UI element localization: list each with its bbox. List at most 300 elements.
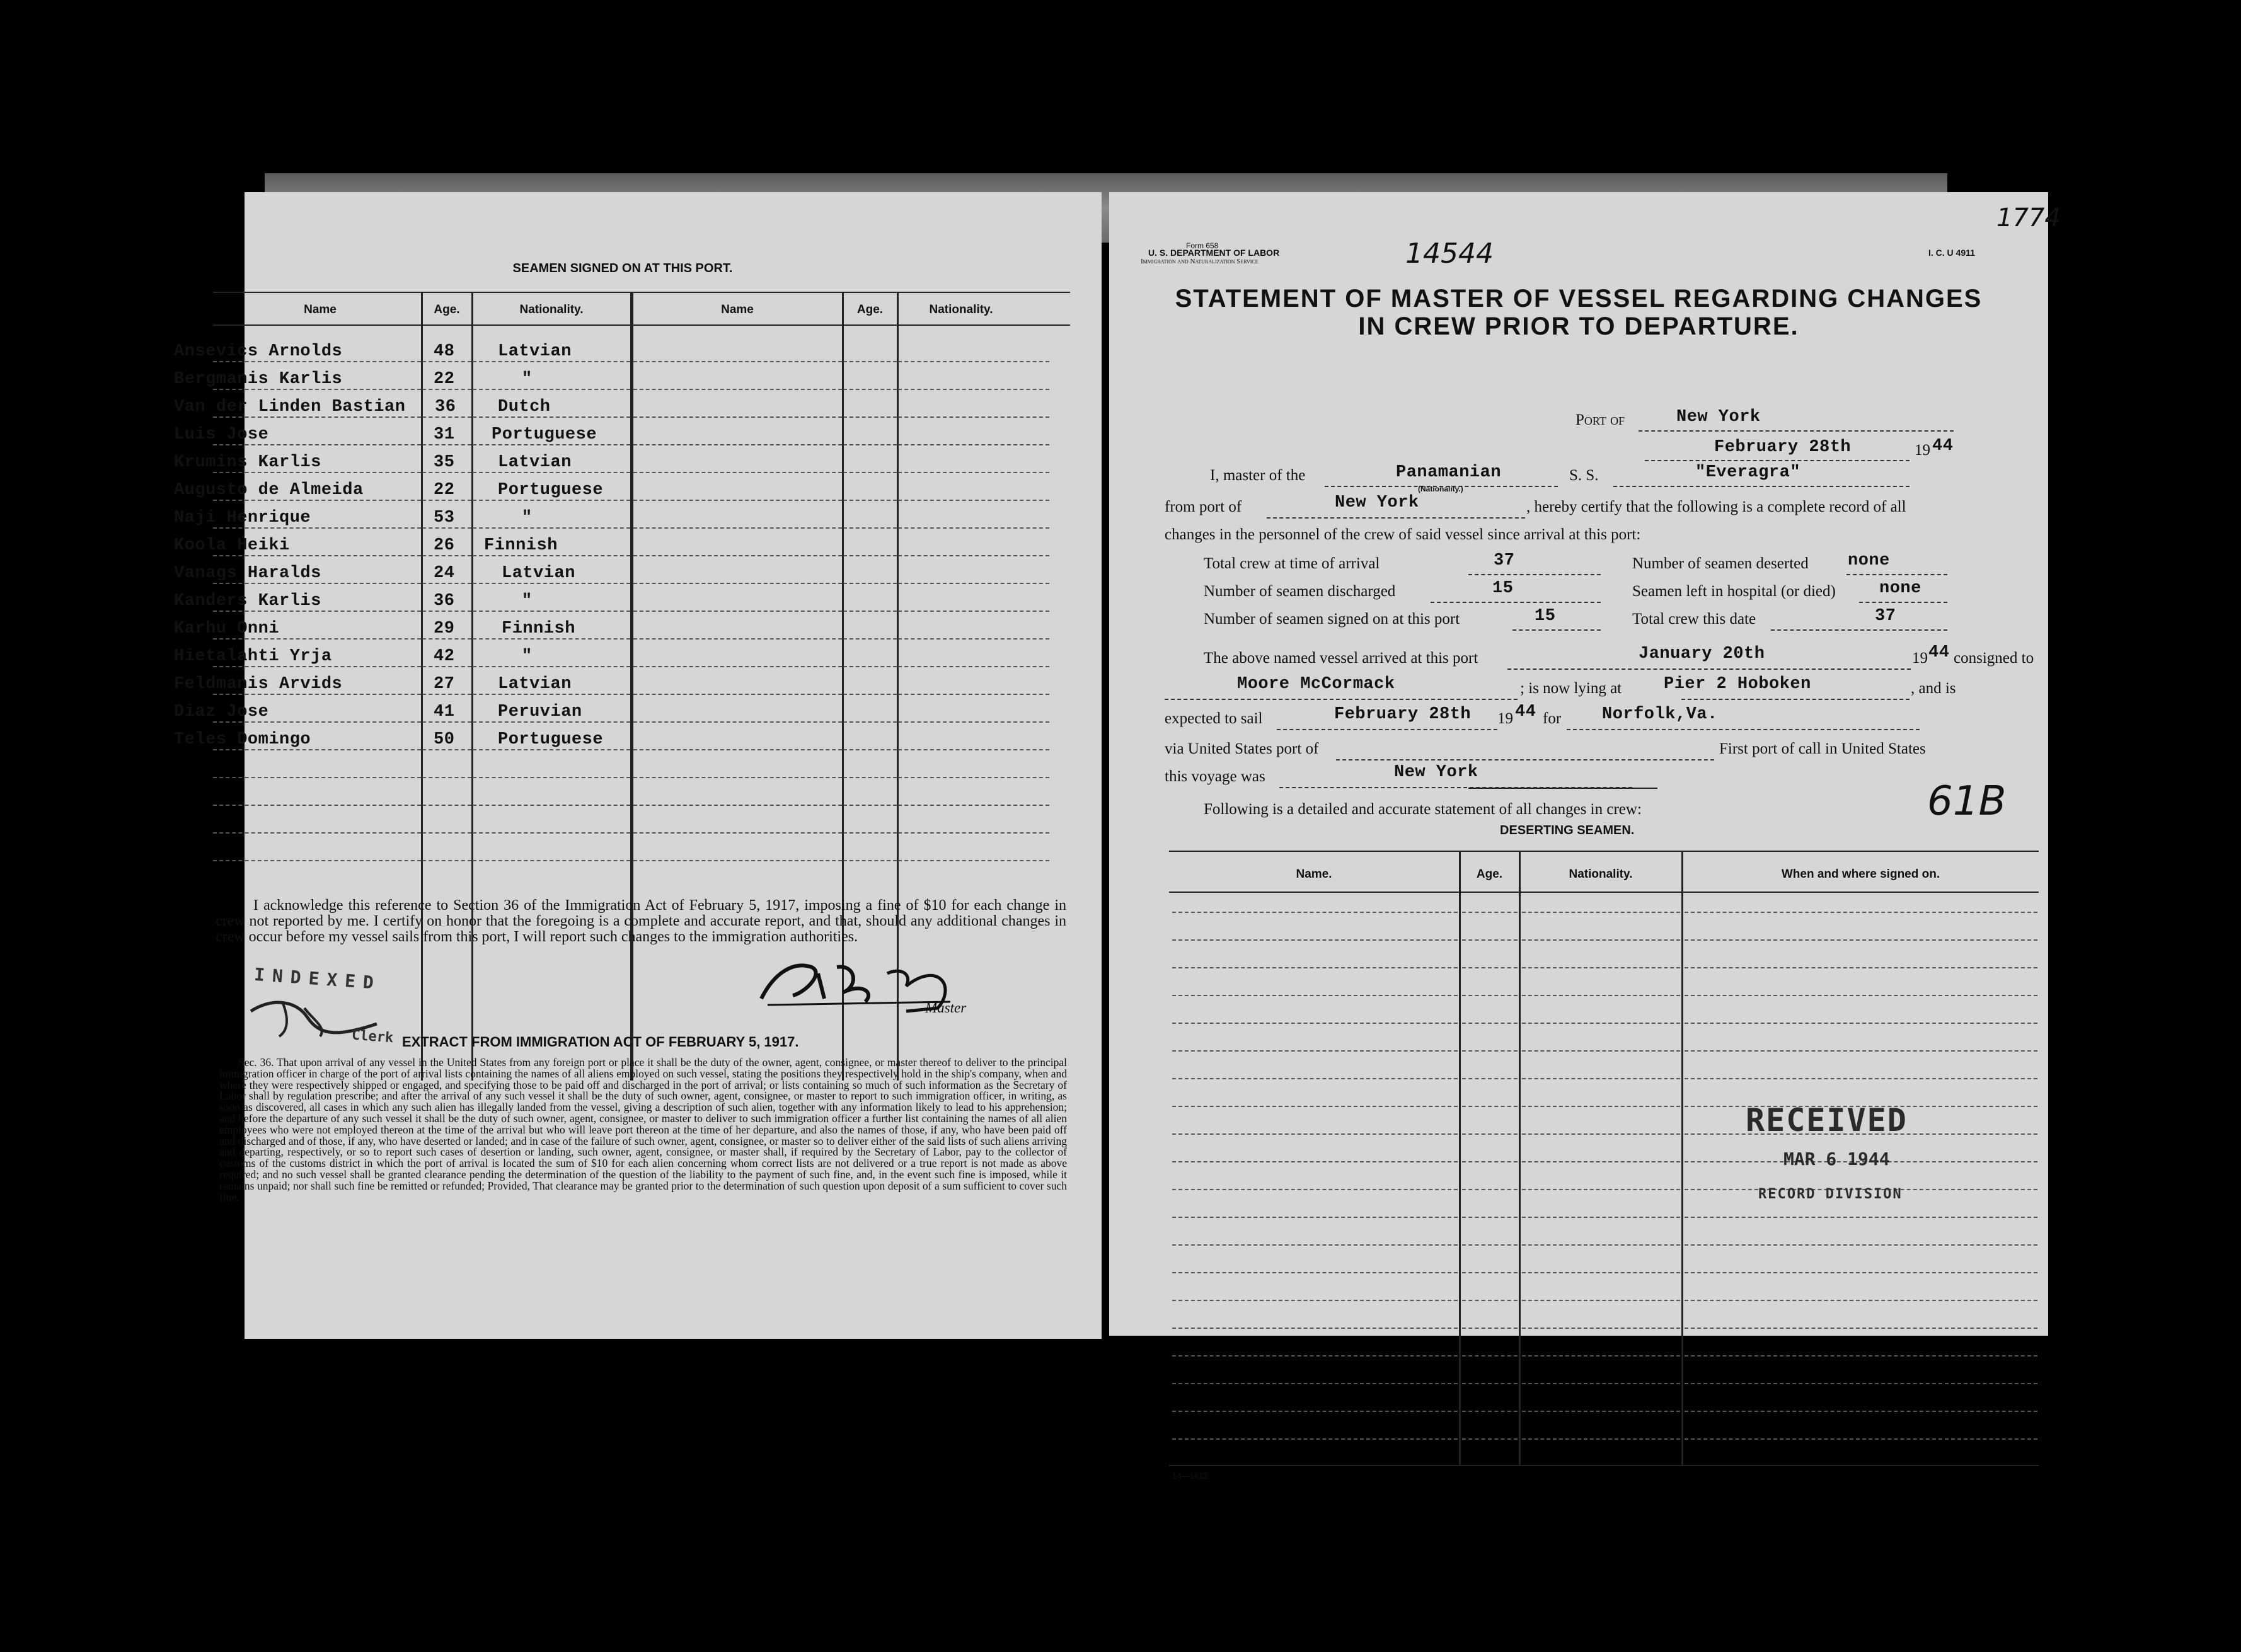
row-rule xyxy=(422,749,471,750)
crew-nationality: Finnish xyxy=(502,619,575,638)
form-title-line2: IN CREW PRIOR TO DEPARTURE. xyxy=(1358,313,1799,340)
crew-name: Luis Jose xyxy=(174,425,269,444)
row-rule xyxy=(213,721,421,723)
row-rule xyxy=(1685,1411,2037,1412)
via-underline xyxy=(1336,739,1714,760)
row-rule xyxy=(633,694,842,695)
vessel-value: "Everagra" xyxy=(1695,463,1801,482)
extract-text: Sec. 36. That upon arrival of any vessel in the United States from any foreign port or place it shall be the duty of the owner, agent, consignee, or master thereof to deliver to the principal immigration officer in charge of the port of arrival lists containing the names of all aliens employed on such vessel, stating the positions they respectively hold in the ship's company, when and where they were respectively shipped or engaged, and specifying those to be paid off and discharged in the port of arrival; or lists containing so much of such information as the Secretary of Labor shall by regulation prescribe; and after the arrival of any such vessel it shall be the duty of such owner, agent, consignee, or master to report to such immigration officer, in writing, as soon as discovered, all cases in which any such alien has illegally landed from the vessel, giving a description of such alien, together with any information likely to lead to his apprehension; and before the departure of any such vessel it shall be the duty of such owner, agent, consignee, or master to deliver to such immigration officer a further list containing the names of all alien employees who were not employed thereon at the time of the arrival but who will leave port thereon at the time of her departure, and also the names of those, if any, who have been paid off and discharged and of those, if any, who have deserted or landed; and in case of the failure of such owner, agent, consignee, or master so to deliver either of the said lists of such aliens arriving and departing, respectively, or so to report such cases of desertion or landing, such owner, agent, consignee, or master shall, if required by the Secretary of Labor, pay to the collector of customs of the customs district in which the port of arrival is located the sum of $10 for each alien concerning whom correct lists are not delivered or a true report is not made as above required; and no such vessel shall be granted clearance pending the determination of the question of the liability to the payment of such fine, and, in the event such fine is imposed, while it remains unpaid; nor shall such fine be remitted or refunded; Provided, That clearance may be granted prior to the determination of such question upon deposit of a sum sufficient to cover such fine. xyxy=(219,1056,1067,1203)
date-year: 44 xyxy=(1932,437,1954,456)
crew-age: 29 xyxy=(434,619,455,638)
deserting-col-signed-on: When and where signed on. xyxy=(1781,868,1940,881)
crew-nationality: Portuguese xyxy=(498,730,604,749)
consigned-label: consigned to xyxy=(1954,650,2034,667)
row-rule xyxy=(1522,1244,1680,1246)
crew-name: Vanags Haralds xyxy=(174,564,321,583)
row-rule xyxy=(213,666,421,667)
row-rule xyxy=(843,694,897,695)
row-rule xyxy=(843,472,897,473)
crew-name: Naji Henrique xyxy=(174,508,311,527)
row-rule xyxy=(1685,1050,2037,1052)
row-rule xyxy=(1522,995,1680,996)
discharged-label: Number of seamen discharged xyxy=(1204,583,1396,600)
row-rule xyxy=(843,555,897,556)
crew-nationality: Latvian xyxy=(498,342,572,361)
row-rule xyxy=(213,361,421,362)
voyage-value: New York xyxy=(1394,763,1478,782)
row-rule xyxy=(422,694,471,695)
row-rule xyxy=(1685,967,2037,968)
expected-year: 44 xyxy=(1515,703,1536,721)
record-division-stamp: RECORD DIVISION xyxy=(1758,1186,1903,1202)
row-rule xyxy=(1685,939,2037,941)
row-rule xyxy=(473,444,630,445)
row-rule xyxy=(1462,1217,1518,1218)
deserting-col-age: Age. xyxy=(1476,868,1503,881)
form-number: Form 658 xyxy=(1186,241,1219,250)
row-rule xyxy=(898,805,1049,806)
row-rule xyxy=(422,721,471,723)
signed-on-underline xyxy=(1512,609,1601,631)
deserting-col-divider xyxy=(1519,851,1521,1465)
col-divider xyxy=(471,292,473,1081)
row-rule xyxy=(422,832,471,834)
row-rule xyxy=(422,860,471,861)
row-rule xyxy=(633,472,842,473)
row-rule xyxy=(473,694,630,695)
row-rule xyxy=(213,611,421,612)
via-label: via United States port of xyxy=(1165,740,1319,757)
row-rule xyxy=(1462,967,1518,968)
crew-name: Feldmanis Arvids xyxy=(174,675,343,694)
port-label: Port of xyxy=(1576,411,1625,428)
row-rule xyxy=(898,638,1049,640)
row-rule xyxy=(1522,1050,1680,1052)
total-crew-date-value: 37 xyxy=(1875,607,1896,626)
crew-nationality: Portuguese xyxy=(492,425,597,444)
certify-text: , hereby certify that the following is a complete record of all xyxy=(1526,498,1906,515)
row-rule xyxy=(213,777,421,778)
row-rule xyxy=(633,832,842,834)
row-rule xyxy=(1462,1106,1518,1107)
row-rule xyxy=(213,389,421,390)
crew-nationality: Dutch xyxy=(498,398,551,416)
service-label: Immigration and Naturalization Service xyxy=(1141,258,1259,265)
row-rule xyxy=(633,805,842,806)
row-rule xyxy=(1685,1272,2037,1273)
row-rule xyxy=(843,583,897,584)
row-rule xyxy=(213,638,421,640)
crew-nationality: " xyxy=(522,592,533,611)
row-rule xyxy=(1522,1106,1680,1107)
clerk-label: Clerk xyxy=(351,1027,395,1047)
row-rule xyxy=(473,777,630,778)
row-rule xyxy=(843,638,897,640)
row-rule xyxy=(1522,1272,1680,1273)
row-rule xyxy=(898,416,1049,418)
footer-code: 14—1613 xyxy=(1172,1471,1208,1481)
row-rule xyxy=(1685,1355,2037,1357)
row-rule xyxy=(898,389,1049,390)
table-top-rule xyxy=(213,292,1070,293)
corner-code: I. C. U 4911 xyxy=(1928,248,1975,258)
row-rule xyxy=(1522,1217,1680,1218)
row-rule xyxy=(1462,1300,1518,1301)
row-rule xyxy=(633,777,842,778)
row-rule xyxy=(473,500,630,501)
for-label: for xyxy=(1543,710,1562,727)
row-rule xyxy=(898,555,1049,556)
row-rule xyxy=(633,389,842,390)
row-rule xyxy=(1172,1355,1458,1357)
crew-nationality: " xyxy=(522,508,533,527)
row-rule xyxy=(843,777,897,778)
col-header-age: Age. xyxy=(434,303,460,316)
row-rule xyxy=(1462,1023,1518,1024)
row-rule xyxy=(898,832,1049,834)
hospital-label: Seamen left in hospital (or died) xyxy=(1632,583,1836,600)
handwritten-code: 61B xyxy=(1927,778,2007,825)
signed-on-label: Number of seamen signed on at this port xyxy=(1204,611,1460,628)
row-rule xyxy=(633,444,842,445)
consignee-value: Moore McCormack xyxy=(1237,675,1395,694)
row-rule xyxy=(1685,912,2037,913)
lying-value: Pier 2 Hoboken xyxy=(1664,675,1811,694)
row-rule xyxy=(473,611,630,612)
row-rule xyxy=(1172,995,1458,996)
total-crew-date-label: Total crew this date xyxy=(1632,611,1756,628)
row-rule xyxy=(473,805,630,806)
row-rule xyxy=(1172,1050,1458,1052)
row-rule xyxy=(1172,1383,1458,1384)
received-stamp: RECEIVED xyxy=(1746,1102,1908,1139)
row-rule xyxy=(1462,912,1518,913)
total-crew-arrival-label: Total crew at time of arrival xyxy=(1204,555,1380,572)
crew-name: Bergmanis Karlis xyxy=(174,370,343,389)
arrived-value: January 20th xyxy=(1639,645,1765,663)
row-rule xyxy=(422,527,471,529)
nationality-caption: (Nationality.) xyxy=(1418,485,1463,493)
row-rule xyxy=(1462,939,1518,941)
row-rule xyxy=(1462,1050,1518,1052)
expected-value: February 28th xyxy=(1334,705,1472,724)
row-rule xyxy=(1522,1161,1680,1162)
row-rule xyxy=(898,777,1049,778)
row-rule xyxy=(213,527,421,529)
deserting-col-nationality: Nationality. xyxy=(1569,868,1633,881)
row-rule xyxy=(1172,1161,1458,1162)
row-rule xyxy=(1522,1383,1680,1384)
deserted-label: Number of seamen deserted xyxy=(1632,555,1809,572)
crew-age: 42 xyxy=(434,647,455,666)
crew-name: Karhu Onni xyxy=(174,619,280,638)
row-rule xyxy=(213,694,421,695)
row-rule xyxy=(843,611,897,612)
crew-nationality: Finnish xyxy=(484,536,558,555)
total-crew-arrival-underline xyxy=(1468,554,1601,575)
expected-label: expected to sail xyxy=(1165,710,1263,727)
voyage-label: this voyage was xyxy=(1165,768,1265,785)
total-crew-arrival-value: 37 xyxy=(1494,551,1515,570)
col-divider xyxy=(421,292,423,1081)
row-rule xyxy=(898,860,1049,861)
row-rule xyxy=(422,777,471,778)
voyage-rule xyxy=(1468,788,1657,789)
acknowledgement-text: I acknowledge this reference to Section 36 of the Immigration Act of February 5, 1917, imposing a fine of $10 for each change in crew not reported by me. I certify on honor that the foregoing is a complete and accurate report, and that, should any additional changes in crew occur before my vessel sails from this port, I will report such changes to the immigration authorities. xyxy=(216,897,1066,945)
deserted-value: none xyxy=(1848,551,1890,570)
crew-age: 36 xyxy=(435,398,456,416)
row-rule xyxy=(633,555,842,556)
crew-age: 26 xyxy=(434,536,455,555)
row-rule xyxy=(1172,1106,1458,1107)
row-rule xyxy=(1172,1272,1458,1273)
crew-nationality: Peruvian xyxy=(498,703,582,721)
row-rule xyxy=(1462,1078,1518,1079)
received-date: MAR 6 1944 xyxy=(1783,1149,1890,1169)
row-rule xyxy=(1522,1189,1680,1190)
crew-age: 48 xyxy=(434,342,455,361)
row-rule xyxy=(843,805,897,806)
row-rule xyxy=(843,389,897,390)
row-rule xyxy=(898,472,1049,473)
row-rule xyxy=(422,416,471,418)
row-rule xyxy=(422,500,471,501)
arrived-label: The above named vessel arrived at this port xyxy=(1204,650,1478,667)
row-rule xyxy=(843,527,897,529)
indexed-stamp: INDEXED xyxy=(253,963,382,994)
crew-age: 22 xyxy=(434,370,455,389)
row-rule xyxy=(1462,1355,1518,1357)
row-rule xyxy=(633,860,842,861)
row-rule xyxy=(213,500,421,501)
table-header-rule xyxy=(213,324,1070,326)
row-rule xyxy=(213,805,421,806)
row-rule xyxy=(1172,912,1458,913)
row-rule xyxy=(843,666,897,667)
port-value: New York xyxy=(1676,408,1761,427)
crew-name: Hietalahti Yrja xyxy=(174,647,332,666)
row-rule xyxy=(1685,1300,2037,1301)
row-rule xyxy=(473,721,630,723)
row-rule xyxy=(213,583,421,584)
row-rule xyxy=(898,527,1049,529)
row-rule xyxy=(633,416,842,418)
row-rule xyxy=(1522,1355,1680,1357)
row-rule xyxy=(1522,939,1680,941)
row-rule xyxy=(1522,1438,1680,1440)
row-rule xyxy=(1522,1078,1680,1079)
crew-name: Teles Domingo xyxy=(174,730,311,749)
crew-age: 35 xyxy=(434,453,455,472)
row-rule xyxy=(1522,967,1680,968)
row-rule xyxy=(1172,967,1458,968)
crew-name: Van der Linden Bastian xyxy=(174,398,406,416)
row-rule xyxy=(213,860,421,861)
col-header-name: Name xyxy=(304,303,337,316)
col-header-nationality-2: Nationality. xyxy=(929,303,993,316)
row-rule xyxy=(1462,1383,1518,1384)
row-rule xyxy=(843,416,897,418)
department-label: U. S. DEPARTMENT OF LABOR xyxy=(1148,248,1280,258)
row-rule xyxy=(422,555,471,556)
row-rule xyxy=(422,583,471,584)
row-rule xyxy=(473,832,630,834)
row-rule xyxy=(1172,1078,1458,1079)
discharged-value: 15 xyxy=(1492,579,1514,598)
crew-nationality: " xyxy=(522,370,533,389)
row-rule xyxy=(473,389,630,390)
date-value: February 28th xyxy=(1714,438,1852,457)
crew-name: Diaz Jose xyxy=(174,703,269,721)
row-rule xyxy=(898,666,1049,667)
row-rule xyxy=(1685,1244,2037,1246)
row-rule xyxy=(422,472,471,473)
row-rule xyxy=(898,444,1049,445)
row-rule xyxy=(633,666,842,667)
crew-age: 50 xyxy=(434,730,455,749)
row-rule xyxy=(633,721,842,723)
deserting-table-bottom-rule xyxy=(1169,1465,2039,1466)
corner-number: 1774 xyxy=(1996,204,2061,232)
crew-name: Augusto de Almeida xyxy=(174,481,364,500)
row-rule xyxy=(1172,1244,1458,1246)
row-rule xyxy=(473,527,630,529)
following-text: Following is a detailed and accurate statement of all changes in crew: xyxy=(1204,801,1642,818)
row-rule xyxy=(843,361,897,362)
row-rule xyxy=(1172,1189,1458,1190)
row-rule xyxy=(1522,1328,1680,1329)
extract-title: EXTRACT FROM IMMIGRATION ACT OF FEBRUARY 5, 1917. xyxy=(402,1034,799,1050)
row-rule xyxy=(422,444,471,445)
row-rule xyxy=(843,721,897,723)
crew-nationality: Latvian xyxy=(502,564,575,583)
row-rule xyxy=(422,389,471,390)
deserting-table-header-rule xyxy=(1169,892,2039,893)
for-value: Norfolk,Va. xyxy=(1602,705,1718,724)
crew-age: 31 xyxy=(434,425,455,444)
row-rule xyxy=(473,555,630,556)
row-rule xyxy=(1522,1300,1680,1301)
row-rule xyxy=(898,583,1049,584)
arrived-year-prefix: 19 xyxy=(1912,650,1928,667)
row-rule xyxy=(1685,1328,2037,1329)
row-rule xyxy=(898,361,1049,362)
master-of-label: I, master of the xyxy=(1210,467,1306,484)
row-rule xyxy=(1685,995,2037,996)
crew-name: Koola Heiki xyxy=(174,536,290,555)
crew-nationality: Portuguese xyxy=(498,481,604,500)
row-rule xyxy=(633,638,842,640)
row-rule xyxy=(1522,1023,1680,1024)
first-port-label: First port of call in United States xyxy=(1719,740,1926,757)
signed-on-value: 15 xyxy=(1535,607,1556,626)
row-rule xyxy=(1462,1272,1518,1273)
crew-name: Krumins Karlis xyxy=(174,453,321,472)
row-rule xyxy=(1685,1078,2037,1079)
row-rule xyxy=(898,749,1049,750)
row-rule xyxy=(1685,1023,2037,1024)
col-divider xyxy=(630,292,633,1081)
row-rule xyxy=(1462,1328,1518,1329)
deserting-col-divider xyxy=(1459,851,1461,1465)
crew-nationality: Latvian xyxy=(498,453,572,472)
row-rule xyxy=(1522,1411,1680,1412)
row-rule xyxy=(1685,1383,2037,1384)
crew-nationality: " xyxy=(522,647,533,666)
discharged-underline xyxy=(1431,582,1601,603)
col-header-name-2: Name xyxy=(721,303,754,316)
row-rule xyxy=(213,416,421,418)
hospital-value: none xyxy=(1879,579,1921,598)
total-crew-date-underline xyxy=(1771,609,1947,631)
row-rule xyxy=(898,694,1049,695)
date-year-prefix: 19 xyxy=(1915,442,1930,459)
ss-label: S. S. xyxy=(1569,467,1599,484)
row-rule xyxy=(1172,1438,1458,1440)
nationality-value: Panamanian xyxy=(1396,463,1502,482)
row-rule xyxy=(213,749,421,750)
row-rule xyxy=(1462,1189,1518,1190)
seamen-signed-heading: SEAMEN SIGNED ON AT THIS PORT. xyxy=(512,261,733,275)
deserting-table-top-rule xyxy=(1169,851,2039,852)
expected-year-prefix: 19 xyxy=(1497,710,1513,727)
row-rule xyxy=(1685,1438,2037,1440)
crew-age: 22 xyxy=(434,481,455,500)
col-header-nationality: Nationality. xyxy=(519,303,584,316)
row-rule xyxy=(633,749,842,750)
deserting-col-divider xyxy=(1681,851,1683,1465)
right-page xyxy=(1109,192,2061,1481)
crew-age: 24 xyxy=(434,564,455,583)
row-rule xyxy=(1172,1411,1458,1412)
row-rule xyxy=(843,749,897,750)
left-page xyxy=(174,192,1102,1339)
lying-label: ; is now lying at xyxy=(1520,680,1622,697)
row-rule xyxy=(1462,1411,1518,1412)
crew-age: 36 xyxy=(434,592,455,611)
row-rule xyxy=(422,666,471,667)
crew-name: Ansevics Arnolds xyxy=(174,342,343,361)
row-rule xyxy=(898,500,1049,501)
row-rule xyxy=(1522,912,1680,913)
row-rule xyxy=(633,500,842,501)
row-rule xyxy=(1462,1438,1518,1440)
row-rule xyxy=(422,611,471,612)
row-rule xyxy=(843,500,897,501)
changes-text: changes in the personnel of the crew of said vessel since arrival at this port: xyxy=(1165,526,1641,543)
row-rule xyxy=(1462,1133,1518,1135)
from-port-label: from port of xyxy=(1165,498,1242,515)
crew-age: 41 xyxy=(434,703,455,721)
row-rule xyxy=(1685,1217,2037,1218)
handwritten-number: 14544 xyxy=(1405,238,1494,270)
row-rule xyxy=(422,638,471,640)
row-rule xyxy=(473,860,630,861)
master-label: Master xyxy=(925,1000,967,1016)
crew-age: 53 xyxy=(434,508,455,527)
arrived-year: 44 xyxy=(1928,643,1950,662)
row-rule xyxy=(843,444,897,445)
row-rule xyxy=(213,472,421,473)
row-rule xyxy=(898,611,1049,612)
row-rule xyxy=(1462,1161,1518,1162)
row-rule xyxy=(213,444,421,445)
deserting-col-name: Name. xyxy=(1296,868,1332,881)
row-rule xyxy=(843,832,897,834)
row-rule xyxy=(1172,1328,1458,1329)
row-rule xyxy=(473,416,630,418)
crew-nationality: Latvian xyxy=(498,675,572,694)
